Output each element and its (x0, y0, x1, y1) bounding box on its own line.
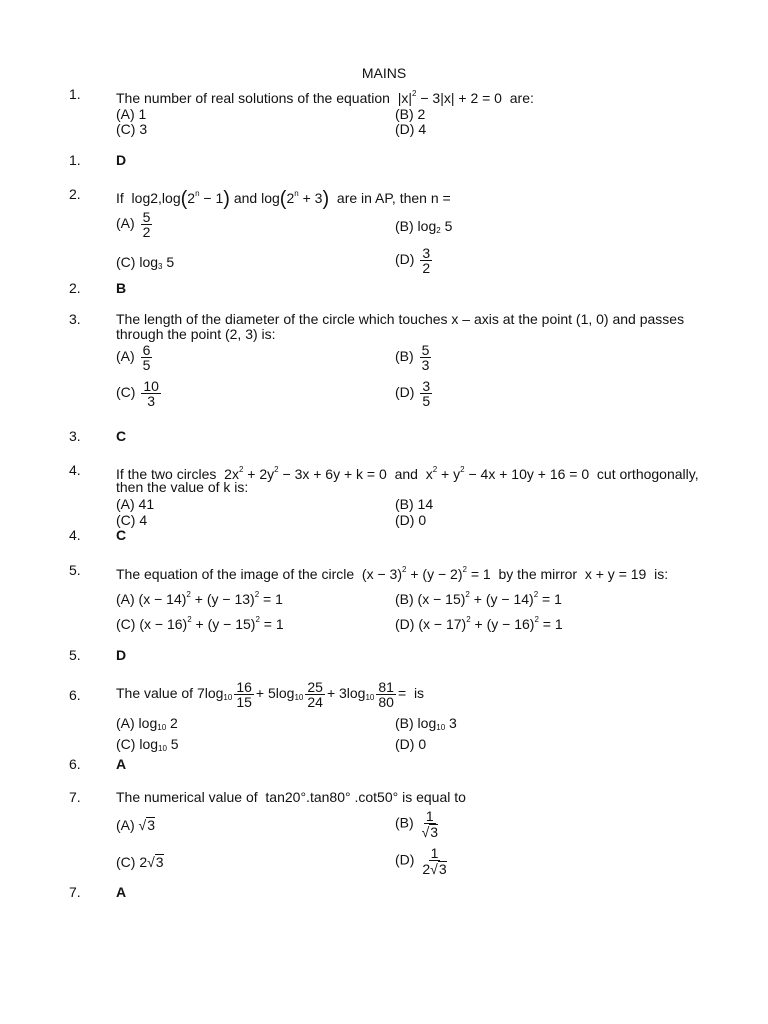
page-title: MAINS (361, 65, 407, 81)
fraction: $\frac{5}{2}$ (142, 209, 151, 240)
answer-number: 6. (69, 756, 81, 772)
question-number: 3. (69, 311, 81, 327)
option-d: (D) 0 (395, 736, 427, 752)
option-c: (C) $\frac{10}{3}$ (116, 378, 159, 409)
option-c: (C) $(x - 16)^2 + (y - 15)^2 = 1$ (116, 615, 284, 632)
answer-key: D (116, 152, 127, 168)
equation: $x^2 + y^2 - 4x + 10y + 16 = 0$ (421, 465, 594, 482)
answer-key: B (116, 280, 127, 296)
equation: $\log 2,\log(2^n - 1)$ and $\log(2^n + 3)$ (127, 188, 330, 210)
option-b: (B) $\log_2 5$ (395, 218, 453, 235)
fraction: $\frac{1}{2√3}$ (422, 845, 447, 877)
question-number: 1. (69, 86, 81, 102)
question-stem: The value of $7\log_{10}$ $\frac{16}{15}$ + $5\log_{10}$ $\frac{25}{24}$ + $3\log_{10}$ $\frac{81}{80}$ = is (116, 679, 425, 710)
option-b: (B) 14 (395, 496, 434, 512)
option-c: (C) 4 (116, 512, 148, 528)
answer-number: 1. (69, 152, 81, 168)
question-stem: The length of the diameter of the circle which touches x – axis at the point (1, 0) and passes (116, 311, 685, 327)
equation: $|x|^2 - 3|x| + 2 = 0$ (393, 89, 506, 106)
equation: tan20°.tan80° .cot50° (261, 789, 399, 805)
option-d: (D) $\frac{3}{5}$ (395, 378, 431, 409)
equation: $(x - 3)^2 + (y - 2)^2 = 1$ (358, 565, 495, 582)
fraction: $\frac{6}{5}$ (142, 342, 151, 373)
answer-number: 5. (69, 647, 81, 663)
option-c: (C) $\log_3 5$ (116, 254, 175, 271)
question-number: 5. (69, 562, 81, 578)
question-number: 4. (69, 462, 81, 478)
fraction: $\frac{1}{√3}$ (421, 808, 439, 840)
question-stem-line2: then the value of k is: (116, 479, 249, 495)
option-d: (D) 4 (395, 121, 427, 137)
question-stem: If $\log 2,\log(2^n - 1)$ and $\log(2^n + 3)$ are in AP, then n = (116, 188, 451, 210)
option-a: (A) √3 (116, 817, 156, 833)
option-d: (D) $\frac{1}{2√3}$ (395, 845, 447, 877)
option-c: (C) 3 (116, 121, 148, 137)
fraction: $\frac{10}{3}$ (143, 378, 159, 409)
option-a: (A) $\frac{5}{2}$ (116, 209, 151, 240)
option-b: (B) $(x - 15)^2 + (y - 14)^2 = 1$ (395, 590, 562, 607)
fraction: $\frac{3}{2}$ (422, 245, 431, 276)
answer-key: A (116, 884, 127, 900)
option-c: (C) $\log_{10} 5$ (116, 736, 179, 753)
answer-number: 2. (69, 280, 81, 296)
question-stem: The equation of the image of the circle $(x - 3)^2 + (y - 2)^2 = 1$ by the mirror x + y = 19 is: (116, 565, 669, 582)
option-b: (B) 2 (395, 106, 426, 122)
answer-number: 3. (69, 428, 81, 444)
option-b: (B) $\frac{1}{√3}$ (395, 808, 439, 840)
option-d: (D) $\frac{3}{2}$ (395, 245, 431, 276)
equation: $7\log_{10}$ $\frac{16}{15}$ + $5\log_{10}$ $\frac{25}{24}$ + $3\log_{10}$ $\frac{81}{80}$ = (196, 679, 411, 710)
answer-number: 4. (69, 527, 81, 543)
answer-key: A (116, 756, 127, 772)
question-number: 7. (69, 789, 81, 805)
question-stem-line2: through the point (2, 3) is: (116, 326, 276, 342)
fraction: $\frac{5}{3}$ (421, 342, 430, 373)
option-a: (A) $(x - 14)^2 + (y - 13)^2 = 1$ (116, 590, 283, 607)
option-a: (A) 41 (116, 496, 155, 512)
option-c: (C) 2√3 (116, 854, 164, 870)
equation: x + y = 19 (580, 566, 651, 582)
option-d: (D) $(x - 17)^2 + (y - 16)^2 = 1$ (395, 615, 563, 632)
option-a: (A) 1 (116, 106, 147, 122)
question-stem: The number of real solutions of the equation $|x|^2 - 3|x| + 2 = 0$ are: (116, 89, 534, 106)
answer-key: C (116, 527, 127, 543)
option-b: (B) $\log_{10} 3$ (395, 715, 457, 732)
answer-number: 7. (69, 884, 81, 900)
option-a: (A) $\log_{10} 2$ (116, 715, 178, 732)
option-a: (A) $\frac{6}{5}$ (116, 342, 151, 373)
question-number: 6. (69, 687, 81, 703)
fraction: $\frac{3}{5}$ (422, 378, 431, 409)
answer-key: D (116, 647, 127, 663)
option-d: (D) 0 (395, 512, 427, 528)
answer-key: C (116, 428, 127, 444)
equation: $2x^2 + 2y^2 - 3x + 6y + k = 0$ (220, 465, 391, 482)
question-number: 2. (69, 186, 81, 202)
option-b: (B) $\frac{5}{3}$ (395, 342, 430, 373)
question-stem: The numerical value of tan20°.tan80° .cot50° is equal to (116, 789, 466, 805)
question-stem: If the two circles $2x^2 + 2y^2 - 3x + 6y + k = 0$ and $x^2 + y^2 - 4x + 10y + 16 = 0$ cut orthogonally, (116, 465, 699, 482)
